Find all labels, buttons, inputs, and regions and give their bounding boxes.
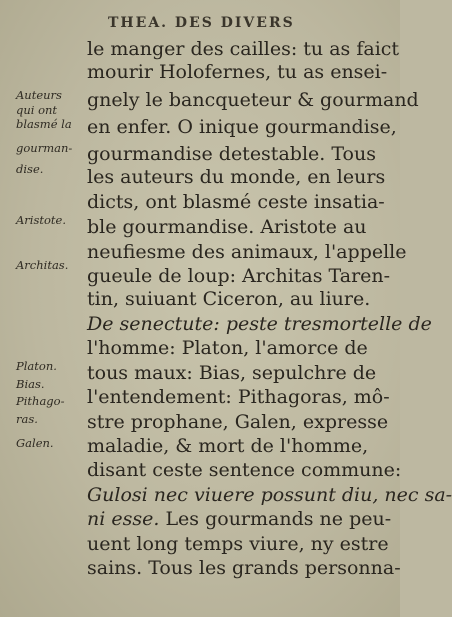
text-line: tin, suiuant Ciceron, au liure. [87,288,371,310]
text-line: disant ceste sentence commune: [87,459,402,481]
running-header: THEA. DES DIVERS [108,15,295,31]
text-line: gueule de loup: Architas Taren- [87,265,391,287]
margin-note: gourman- [16,141,73,155]
text-line [87,313,432,335]
text-line: sains. Tous les grands personna- [87,557,401,579]
margin-note: Platon. [16,359,57,373]
text-line: le manger des cailles: tu as faict [87,38,400,60]
margin-note: qui ont [16,103,58,117]
margin-note: Bias. [16,377,45,391]
text-line: maladie, & mort de l'homme, [87,435,369,457]
text-line: mourir Holofernes, tu as ensei- [87,61,388,83]
margin-note: blasmé la [16,117,72,131]
text-line: tous maux: Bias, sepulchre de [87,362,377,384]
margin-note: Architas. [16,258,69,272]
margin-note: Galen. [16,436,54,450]
margin-note: Auteurs [16,88,62,102]
text-line: uent long temps viure, ny estre [87,533,389,555]
margin-note: Aristote. [16,213,67,227]
text-line-part: Les gourmands ne peu- [165,508,392,530]
text-line: stre prophane, Galen, expresse [87,411,389,433]
text-line: les auteurs du monde, en leurs [87,166,386,188]
margin-note: dise. [16,162,44,176]
text-line: l'entendement: Pithagoras, mô- [87,386,390,408]
text-line: ble gourmandise. Aristote au [87,216,367,238]
latin-quote-end: ni esse. [87,508,160,530]
text-line: gnely le bancqueteur & gourmand [87,89,419,111]
latin-quote-line: Gulosi nec viuere possunt diu, nec sa- [87,484,452,506]
text-line: gourmandise detestable. Tous [87,143,376,165]
margin-note: Pithago- [16,394,65,408]
text-line-part: De senectute: peste tresmortelle de [87,313,432,335]
text-line [87,508,392,530]
text-line: dicts, ont blasmé ceste insatia- [87,191,385,213]
text-line: en enfer. O inique gourmandise, [87,116,397,138]
margin-note: ras. [16,412,38,426]
text-line: l'homme: Platon, l'amorce de [87,337,368,359]
text-line: neufiesme des animaux, l'appelle [87,241,407,263]
